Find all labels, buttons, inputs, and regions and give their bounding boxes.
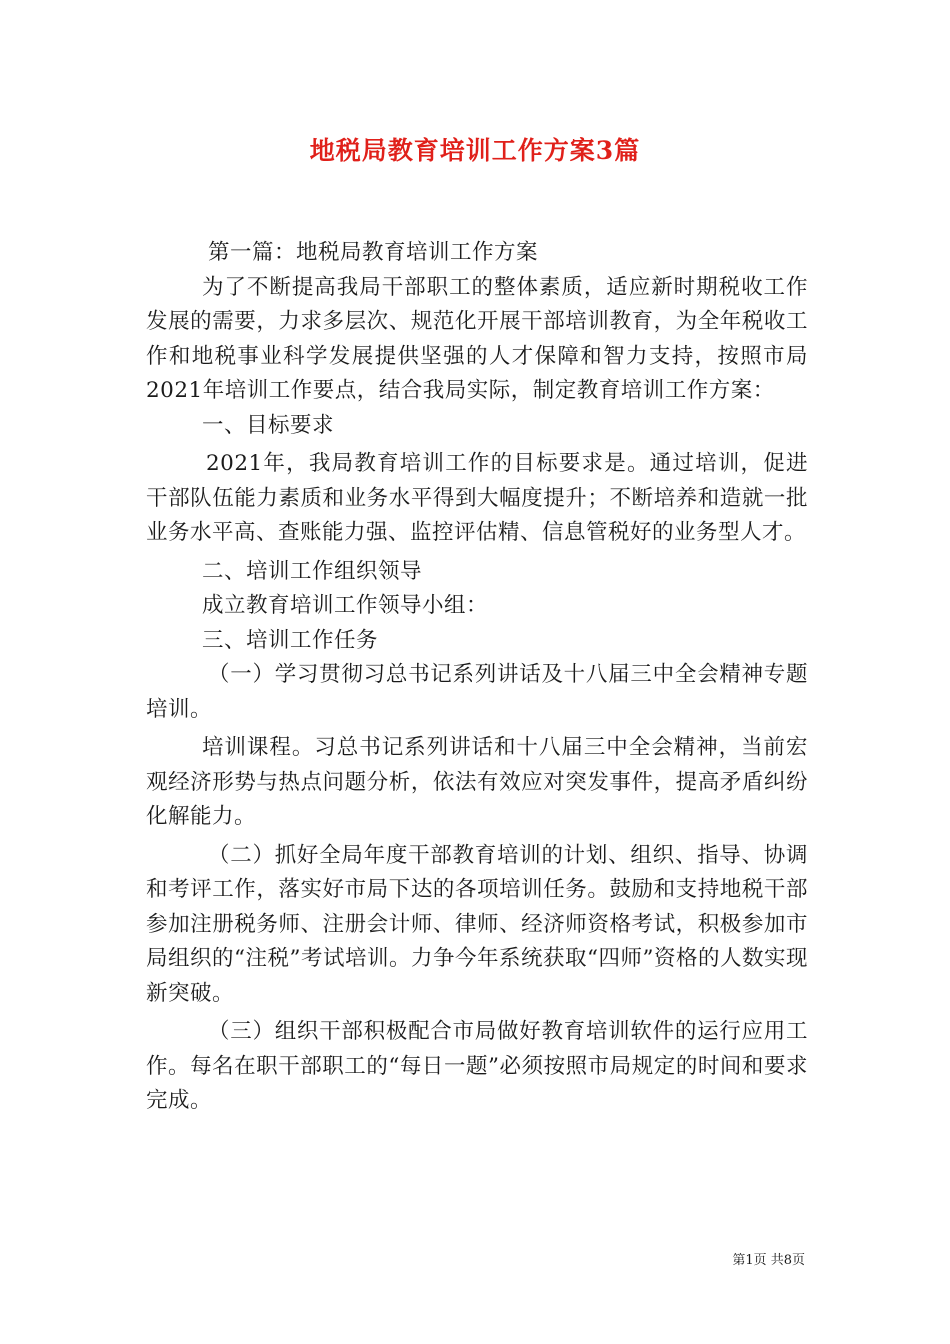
document-body xyxy=(146,236,808,1119)
paragraph-task-1: （一）学习贯彻习总书记系列讲话及十八届三中全会精神专题培训。 xyxy=(146,662,808,722)
paragraph-course: 培训课程。习总书记系列讲话和十八届三中全会精神，当前宏观经济形势与热点问题分析，依法有效应对突发事件，提高矛盾纠纷化解能力。 xyxy=(146,735,808,829)
paragraph-task-3: （三）组织干部积极配合市局做好教育培训软件的运行应用工作。每名在职干部职工的“每日一题”必须按照市局规定的时间和要求完成。 xyxy=(146,1019,808,1113)
heading-tasks: 三、培训工作任务 xyxy=(202,627,379,653)
heading-goals: 一、目标要求 xyxy=(202,412,335,438)
paragraph-goals: 2021年，我局教育培训工作的目标要求是。通过培训，促进干部队伍能力素质和业务水平得到大幅度提升；不断培养和造就一批业务水平高、查账能力强、监控评估精、信息管税好的业务型人才。 xyxy=(146,451,808,545)
page-number: 第1页 共8页 xyxy=(732,1253,805,1268)
paragraph-organization: 成立教育培训工作领导小组： xyxy=(202,593,489,618)
paragraph-task-2: （二）抓好全局年度干部教育培训的计划、组织、指导、协调和考评工作，落实好市局下达的各项培训任务。鼓励和支持地税干部参加注册税务师、注册会计师、律师、经济师资格考试，积极参加市局组织的“注税”考试培训。力争今年系统获取“四师”资格的人数实现新突破。 xyxy=(146,842,808,1006)
heading-organization: 二、培训工作组织领导 xyxy=(202,558,423,584)
paragraph-intro: 为了不断提高我局干部职工的整体素质，适应新时期税收工作发展的需要，力求多层次、规范化开展干部培训教育，为全年税收工作和地税事业科学发展提供坚强的人才保障和智力支持，按照市局2021年培训工作要点，结合我局实际，制定教育培训工作方案： xyxy=(146,274,808,403)
document-title: 地税局教育培训工作方案3篇 xyxy=(309,136,641,165)
section-heading: 第一篇：地税局教育培训工作方案 xyxy=(208,240,539,265)
